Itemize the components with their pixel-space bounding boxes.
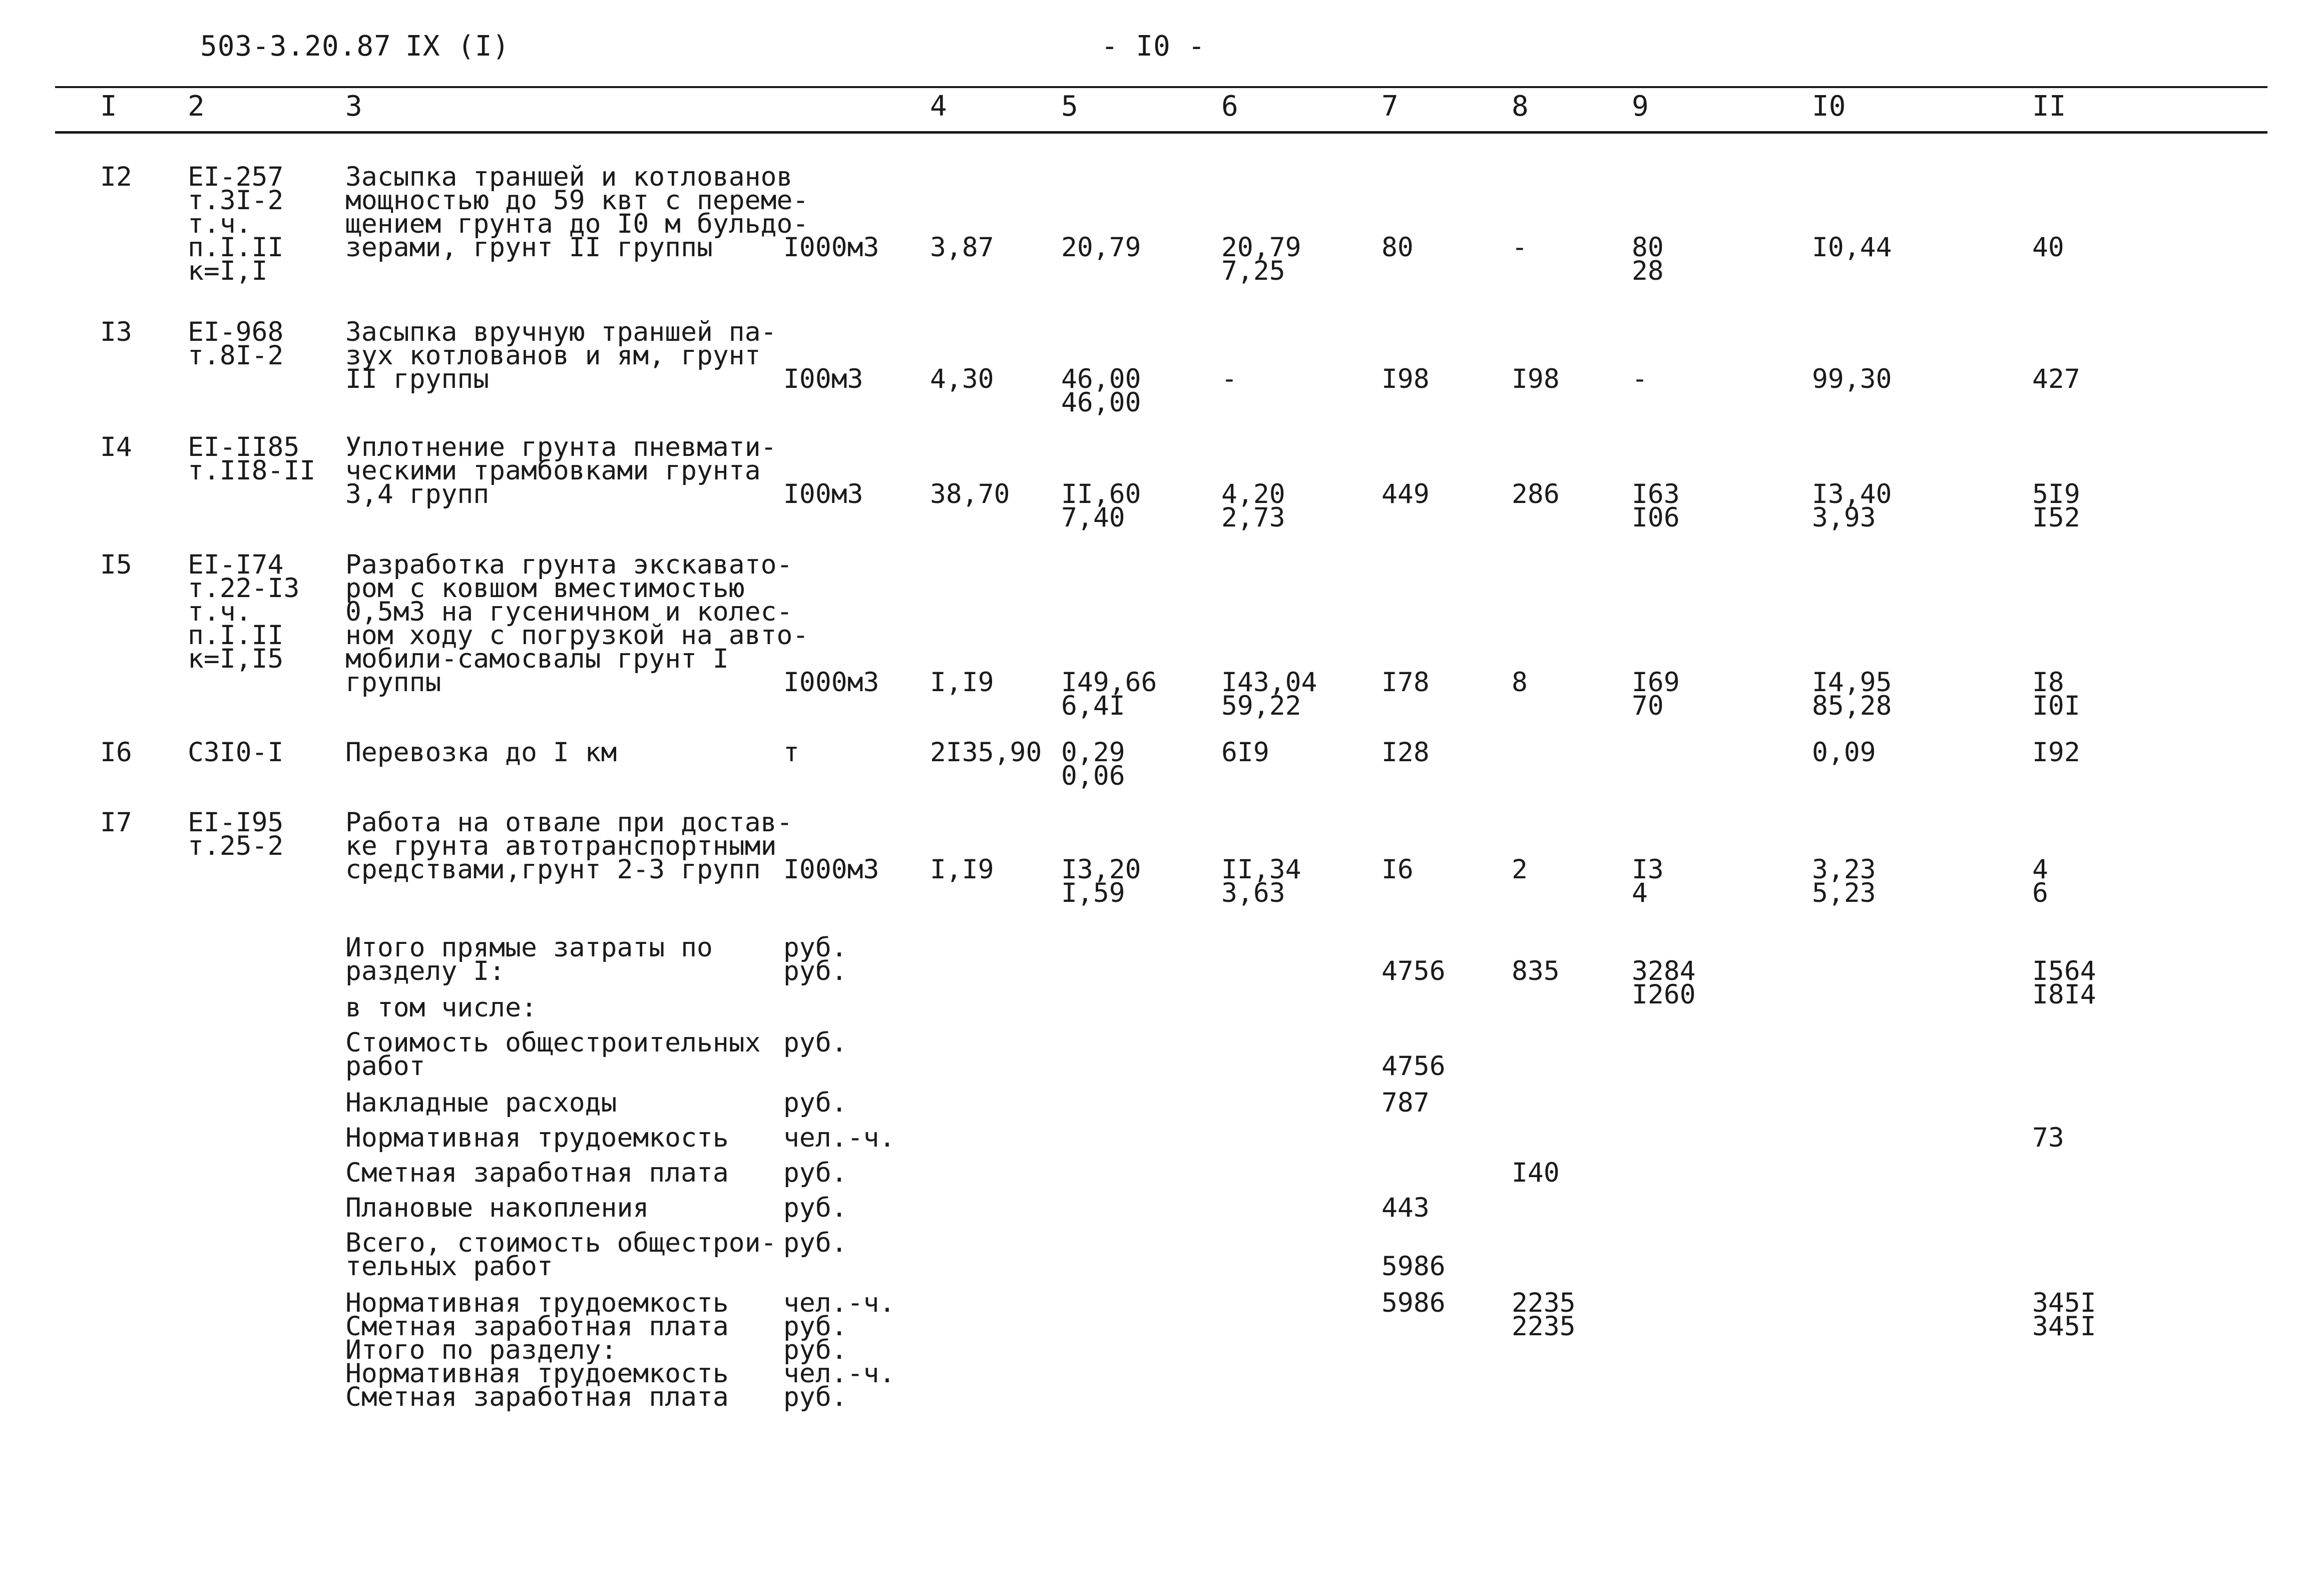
row-description-line: щением грунта до I0 м бульдо- (345, 209, 809, 239)
row-number-line: I2 (100, 162, 132, 192)
row-col10 (1812, 737, 1876, 768)
row-col11 (2032, 737, 2080, 768)
row-norm-code-line: т.II8-II (188, 455, 316, 486)
summary-unit-line: чел.-ч. (783, 1358, 895, 1389)
row-unit-line: I000м3 (783, 854, 879, 885)
row-col10-line: 0,09 (1812, 737, 1876, 768)
summary-col8 (1512, 1158, 1560, 1188)
row-unit (783, 854, 879, 885)
summary-col7 (1381, 1193, 1430, 1223)
summary-label (345, 1123, 729, 1153)
summary-unit (783, 1158, 847, 1188)
row-unit-line: I000м3 (783, 232, 879, 263)
row-col6 (1221, 232, 1301, 286)
row-description-line: 0,5м3 на гусеничном и колес- (345, 597, 793, 627)
summary-label (345, 1228, 777, 1282)
row-quantity (930, 232, 994, 263)
row-norm-code (188, 432, 316, 486)
row-description (345, 737, 617, 768)
summary-label-line: работ (345, 1051, 425, 1082)
row-col6-line: 20,79 (1221, 232, 1301, 263)
row-quantity (930, 854, 994, 885)
summary-unit (783, 932, 847, 986)
summary-label-line: Нормативная трудоемкость (345, 1123, 729, 1153)
column-header-5: 5 (1061, 90, 1078, 123)
summary-col7-line: 787 (1381, 1088, 1430, 1118)
row-col6-line: 4,20 (1221, 479, 1285, 509)
summary-col7-line: 4756 (1381, 1051, 1446, 1082)
row-description (345, 550, 809, 698)
row-description-line: Уплотнение грунта пневмати- (345, 432, 777, 462)
column-header-4: 4 (930, 90, 947, 123)
row-unit-line: I000м3 (783, 667, 879, 698)
summary-unit-line: руб. (783, 1158, 847, 1188)
row-col5-line: 46,00 (1061, 364, 1141, 394)
row-col10-line: 3,93 (1812, 502, 1876, 533)
row-quantity (930, 364, 994, 394)
row-norm-code-line: т.ч. (188, 597, 252, 627)
summary-unit (783, 1228, 847, 1258)
summary-col7-line: 4756 (1381, 956, 1446, 986)
row-description-line: Разработка грунта экскавато- (345, 550, 793, 580)
column-header-7: 7 (1381, 90, 1399, 123)
summary-col8 (1512, 956, 1560, 986)
summary-unit (783, 1123, 895, 1153)
row-description-line: средствами,грунт 2-3 групп (345, 854, 761, 885)
summary-label-line: тельных работ (345, 1251, 553, 1282)
row-col11-line: 40 (2032, 232, 2064, 263)
row-norm-code (188, 807, 284, 861)
summary-col11-line: 345I (2032, 1311, 2096, 1342)
row-number-line: I7 (100, 807, 132, 838)
row-col9-line: I3 (1632, 854, 1664, 885)
row-norm-code-line: п.I.II (188, 232, 284, 263)
summary-label (345, 1193, 649, 1223)
doc-code: 503-3.20.87 (200, 30, 391, 63)
row-description-line: зух котлованов и ям, грунт (345, 340, 761, 371)
summary-unit-line: руб. (783, 956, 847, 986)
row-col5-line: 0,06 (1061, 761, 1125, 791)
row-number-line: I5 (100, 550, 132, 580)
row-col9 (1632, 232, 1664, 286)
summary-label (345, 1027, 761, 1082)
row-col7 (1381, 667, 1430, 698)
row-col8 (1512, 479, 1560, 509)
row-col5-line: I49,66 (1061, 667, 1157, 698)
summary-col7-line: 5986 (1381, 1251, 1446, 1282)
row-norm-code-line: т.ч. (188, 209, 252, 239)
row-unit-line: I00м3 (783, 479, 863, 509)
row-col5 (1061, 667, 1157, 721)
summary-label (345, 992, 537, 1023)
row-description-line: Засыпка вручную траншей па- (345, 317, 777, 347)
summary-label-line: Сметная заработная плата (345, 1158, 729, 1188)
row-col8 (1512, 364, 1560, 394)
summary-col9-line: I260 (1632, 979, 1696, 1010)
row-col11-line: I92 (2032, 737, 2080, 768)
summary-col7 (1381, 956, 1446, 986)
summary-label (345, 932, 713, 986)
row-unit-line: т (783, 737, 799, 768)
row-col11 (2032, 479, 2080, 533)
row-norm-code-line: к=I,I5 (188, 644, 284, 674)
row-col5-line: 46,00 (1061, 387, 1141, 418)
summary-col8-line: 2235 (1512, 1288, 1576, 1318)
row-col8 (1512, 232, 1528, 263)
row-description-line: ром с ковшом вместимостью (345, 573, 745, 604)
row-col11-line: I8 (2032, 667, 2064, 698)
row-col7 (1381, 479, 1430, 509)
summary-label-line: Накладные расходы (345, 1088, 617, 1118)
row-col9-line: 4 (1632, 878, 1648, 908)
column-header-2: 2 (188, 90, 205, 123)
row-description-line: группы (345, 667, 441, 698)
row-description-line: II группы (345, 364, 490, 394)
summary-label-line: Плановые накопления (345, 1193, 649, 1223)
row-col5 (1061, 479, 1141, 533)
row-col10-line: 3,23 (1812, 854, 1876, 885)
summary-label-line: Нормативная трудоемкость (345, 1358, 729, 1389)
row-col6-line: 6I9 (1221, 737, 1269, 768)
summary-col9-line: 3284 (1632, 956, 1696, 986)
row-col8-line: 2 (1512, 854, 1528, 885)
summary-col7 (1381, 1251, 1446, 1282)
row-quantity-line: 4,30 (930, 364, 994, 394)
row-col7-line: I28 (1381, 737, 1430, 768)
row-number-line: I4 (100, 432, 132, 462)
summary-unit-line: руб. (783, 1027, 847, 1058)
row-unit (783, 479, 863, 509)
row-col6 (1221, 364, 1237, 394)
row-col6-line: I43,04 (1221, 667, 1317, 698)
column-header-3: 3 (345, 90, 362, 123)
row-quantity-line: 3,87 (930, 232, 994, 263)
row-norm-code-line: EI-I95 (188, 807, 284, 838)
row-col7 (1381, 232, 1414, 263)
row-col7-line: I98 (1381, 364, 1430, 394)
row-norm-code-line: т.22-I3 (188, 573, 300, 604)
row-col8 (1512, 854, 1528, 885)
row-col9-line: 80 (1632, 232, 1664, 263)
summary-label (345, 1288, 729, 1412)
summary-label (345, 1088, 617, 1118)
summary-label-line: разделу I: (345, 956, 506, 986)
summary-unit-line: руб. (783, 1382, 847, 1412)
column-header-9: 9 (1632, 90, 1649, 123)
summary-label-line: Всего, стоимость общестрои- (345, 1228, 777, 1258)
row-col9-line: 28 (1632, 256, 1664, 286)
row-col6 (1221, 737, 1269, 768)
row-col11-line: I0I (2032, 691, 2080, 721)
row-col5-line: I3,20 (1061, 854, 1141, 885)
summary-col8-line: I40 (1512, 1158, 1560, 1188)
row-col11 (2032, 232, 2064, 263)
summary-unit-line: чел.-ч. (783, 1123, 895, 1153)
summary-col11-line: 345I (2032, 1288, 2096, 1318)
summary-label (345, 1158, 729, 1188)
row-col5-line: 6,4I (1061, 691, 1125, 721)
row-col9 (1632, 667, 1680, 721)
row-norm-code-line: EI-II85 (188, 432, 300, 462)
summary-label-line: Сметная заработная плата (345, 1311, 729, 1342)
row-col7 (1381, 854, 1414, 885)
summary-label-line: Стоимость общестроительных (345, 1027, 761, 1058)
column-header-8: 8 (1512, 90, 1529, 123)
row-col6 (1221, 479, 1285, 533)
row-col11-line: 4 (2032, 854, 2048, 885)
row-norm-code-line: т.3I-2 (188, 185, 284, 216)
row-col11-line: I52 (2032, 502, 2080, 533)
row-norm-code (188, 317, 284, 371)
row-col5-line: I,59 (1061, 878, 1125, 908)
row-col7-line: 80 (1381, 232, 1414, 263)
row-description-line: 3,4 групп (345, 479, 490, 509)
row-col8-line: 8 (1512, 667, 1528, 698)
summary-unit (783, 1193, 847, 1223)
table-top-rule (55, 86, 2267, 88)
row-col9-line: I69 (1632, 667, 1680, 698)
row-norm-code-line: EI-257 (188, 162, 284, 192)
row-norm-code-line: EI-I74 (188, 550, 284, 580)
row-col5 (1061, 854, 1141, 908)
row-number (100, 317, 132, 347)
row-col10 (1812, 854, 1876, 908)
row-norm-code-line: к=I,I (188, 256, 268, 286)
row-unit (783, 667, 879, 698)
summary-col8-line: 2235 (1512, 1311, 1576, 1342)
row-quantity-line: 38,70 (930, 479, 1010, 509)
summary-col11-line: I564 (2032, 956, 2096, 986)
row-col10-line: I0,44 (1812, 232, 1892, 263)
row-col6 (1221, 854, 1301, 908)
page-number: - I0 - (1101, 30, 1206, 63)
row-number (100, 737, 132, 768)
row-description (345, 807, 793, 885)
row-quantity-line: I,I9 (930, 854, 994, 885)
row-number (100, 432, 132, 462)
row-col10 (1812, 667, 1892, 721)
summary-unit (783, 1088, 847, 1118)
row-col5-line: 7,40 (1061, 502, 1125, 533)
row-description-line: ческими трамбовками грунта (345, 455, 761, 486)
row-col9-line: I63 (1632, 479, 1680, 509)
row-number-line: I6 (100, 737, 132, 768)
row-norm-code-line: т.25-2 (188, 831, 284, 861)
summary-col7 (1381, 1088, 1430, 1118)
summary-col11-line: 73 (2032, 1123, 2064, 1153)
summary-col7 (1381, 1288, 1446, 1318)
row-norm-code (188, 550, 300, 674)
row-unit-line: I00м3 (783, 364, 863, 394)
row-col8-line: I98 (1512, 364, 1560, 394)
summary-unit-line: руб. (783, 1193, 847, 1223)
summary-unit (783, 1288, 895, 1412)
row-col10-line: 85,28 (1812, 691, 1892, 721)
summary-label-line: Нормативная трудоемкость (345, 1288, 729, 1318)
summary-col8-line: 835 (1512, 956, 1560, 986)
row-quantity (930, 737, 1042, 768)
row-col7-line: I78 (1381, 667, 1430, 698)
row-col6 (1221, 667, 1317, 721)
row-number (100, 550, 132, 580)
summary-label-line: в том числе: (345, 992, 537, 1023)
row-col11-line: 427 (2032, 364, 2080, 394)
row-norm-code-line: п.I.II (188, 620, 284, 651)
row-col8-line: - (1512, 232, 1528, 263)
summary-label-line: Итого по разделу: (345, 1335, 617, 1365)
row-norm-code-line: т.8I-2 (188, 340, 284, 371)
summary-unit-line: руб. (783, 1228, 847, 1258)
row-description-line: ке грунта автотранспортными (345, 831, 777, 861)
row-unit (783, 737, 799, 768)
row-col7-line: I6 (1381, 854, 1414, 885)
summary-label-line: Сметная заработная плата (345, 1382, 729, 1412)
row-col6-line: 3,63 (1221, 878, 1285, 908)
row-unit (783, 232, 879, 263)
summary-col11 (2032, 1288, 2096, 1342)
row-norm-code-line: С3I0-I (188, 737, 284, 768)
row-col6-line: - (1221, 364, 1237, 394)
row-col10-line: I3,40 (1812, 479, 1892, 509)
row-col11 (2032, 854, 2048, 908)
row-col5-line: 0,29 (1061, 737, 1125, 768)
row-col9-line: - (1632, 364, 1648, 394)
row-col10 (1812, 364, 1892, 394)
row-description-line: ном ходу с погрузкой на авто- (345, 620, 809, 651)
summary-label-line: Итого прямые затраты по (345, 932, 713, 963)
row-col5-line: 20,79 (1061, 232, 1141, 263)
row-col11 (2032, 667, 2080, 721)
row-description-line: Перевозка до I км (345, 737, 617, 768)
summary-unit-line: чел.-ч. (783, 1288, 895, 1318)
row-col9 (1632, 479, 1680, 533)
summary-unit-line: руб. (783, 1088, 847, 1118)
row-col9-line: I06 (1632, 502, 1680, 533)
row-description (345, 162, 809, 263)
row-col6-line: 2,73 (1221, 502, 1285, 533)
row-col7 (1381, 364, 1430, 394)
row-description (345, 432, 777, 509)
row-col9 (1632, 364, 1648, 394)
row-col8-line: 286 (1512, 479, 1560, 509)
column-header-11: II (2032, 90, 2066, 123)
column-header-6: 6 (1221, 90, 1238, 123)
column-header-1: I (100, 90, 117, 123)
row-col10-line: 5,23 (1812, 878, 1876, 908)
row-col11 (2032, 364, 2080, 394)
row-quantity (930, 667, 994, 698)
summary-unit-line: руб. (783, 932, 847, 963)
row-col5 (1061, 737, 1125, 791)
summary-col11 (2032, 956, 2096, 1010)
column-header-10: I0 (1812, 90, 1846, 123)
row-col10 (1812, 479, 1892, 533)
row-col5 (1061, 364, 1141, 418)
row-description-line: Работа на отвале при достав- (345, 807, 793, 838)
row-norm-code (188, 737, 284, 768)
row-col6-line: 59,22 (1221, 691, 1301, 721)
row-col8 (1512, 667, 1528, 698)
summary-col7-line: 443 (1381, 1193, 1430, 1223)
row-norm-code (188, 162, 284, 286)
summary-col8 (1512, 1288, 1576, 1342)
summary-col11-line: I8I4 (2032, 979, 2096, 1010)
row-col11-line: 5I9 (2032, 479, 2080, 509)
row-col10 (1812, 232, 1892, 263)
row-quantity-line: 2I35,90 (930, 737, 1042, 768)
summary-col11 (2032, 1123, 2064, 1153)
row-description-line: мобили-самосвалы грунт I (345, 644, 729, 674)
summary-unit-line: руб. (783, 1311, 847, 1342)
row-col6-line: II,34 (1221, 854, 1301, 885)
row-quantity (930, 479, 1010, 509)
table-header-rule (55, 131, 2267, 134)
row-unit (783, 364, 863, 394)
row-description-line: зерами, грунт II группы (345, 232, 713, 263)
row-number (100, 162, 132, 192)
row-description-line: мощностью до 59 квт с переме- (345, 185, 809, 216)
row-col9-line: 70 (1632, 691, 1664, 721)
row-norm-code-line: EI-968 (188, 317, 284, 347)
summary-unit (783, 1027, 847, 1058)
section-code: IX (I) (405, 30, 510, 63)
row-col7-line: 449 (1381, 479, 1430, 509)
row-col9 (1632, 854, 1664, 908)
summary-unit-line: руб. (783, 1335, 847, 1365)
summary-col7 (1381, 1051, 1446, 1082)
row-col5-line: II,60 (1061, 479, 1141, 509)
row-col6-line: 7,25 (1221, 256, 1285, 286)
row-number-line: I3 (100, 317, 132, 347)
row-col5 (1061, 232, 1141, 263)
summary-col9 (1632, 956, 1696, 1010)
row-description-line: Засыпка траншей и котлованов (345, 162, 793, 192)
row-col7 (1381, 737, 1430, 768)
summary-col7-line: 5986 (1381, 1288, 1446, 1318)
row-quantity-line: I,I9 (930, 667, 994, 698)
row-col10-line: 99,30 (1812, 364, 1892, 394)
row-col11-line: 6 (2032, 878, 2048, 908)
row-number (100, 807, 132, 838)
row-col10-line: I4,95 (1812, 667, 1892, 698)
row-description (345, 317, 777, 394)
